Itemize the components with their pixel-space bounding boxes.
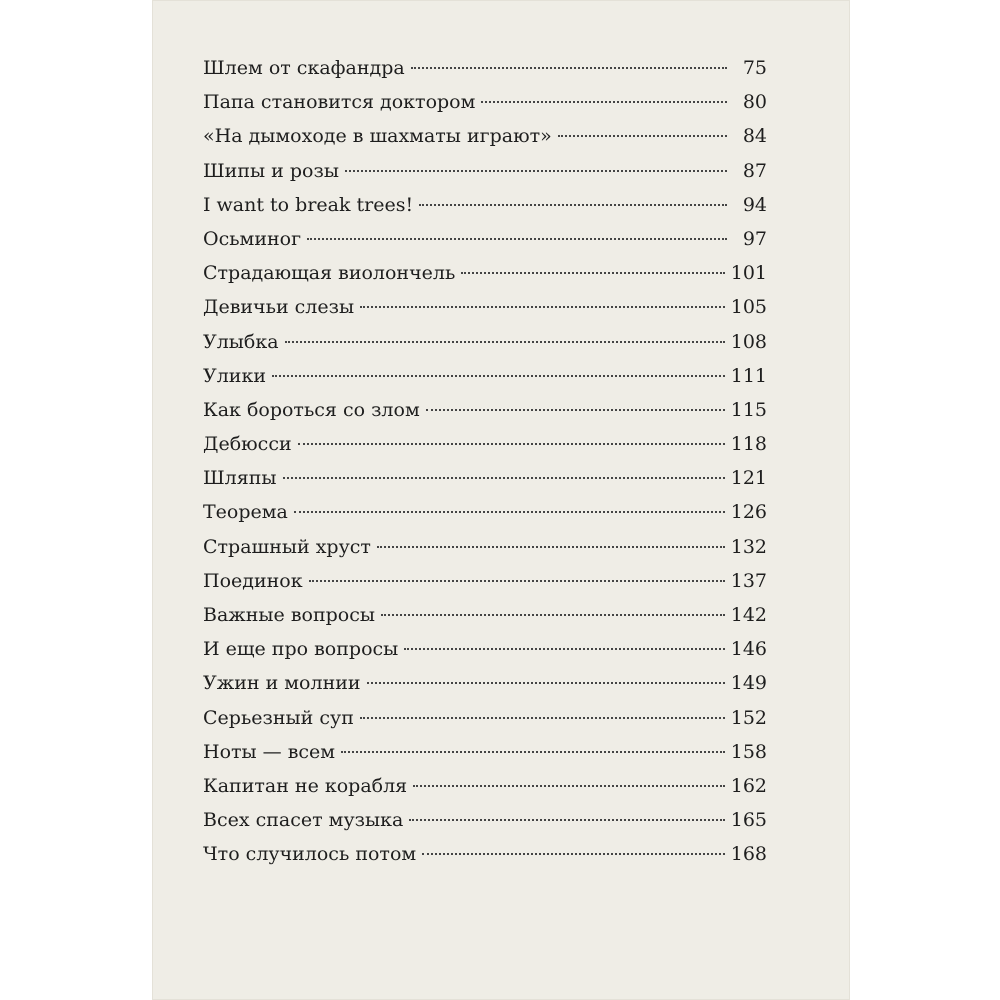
toc-entry[interactable] [203,188,767,222]
toc-entry[interactable] [203,666,767,700]
toc-entry-title: Страдающая виолончель [203,262,456,285]
dot-leader [360,306,725,308]
toc-entry-page: 108 [730,330,767,353]
toc-entry[interactable] [203,769,767,803]
toc-entry-page: 111 [730,364,767,387]
toc-entry-page: 87 [742,159,767,182]
dot-leader [461,272,724,274]
dot-leader [309,580,725,582]
toc-entry[interactable] [203,290,767,324]
dot-leader [341,751,725,753]
toc-entry-page: 168 [730,843,767,866]
toc-entry-page: 105 [730,296,767,319]
dot-leader [360,717,725,719]
toc-entry[interactable] [203,632,767,666]
toc-entry-title: Серьезный суп [203,706,354,729]
dot-leader [377,546,725,548]
toc-entry[interactable] [203,837,767,871]
toc-entry-page: 126 [730,501,767,524]
toc-entry-title: I want to break trees! [203,193,414,216]
toc-entry[interactable] [203,119,767,153]
toc-entry[interactable] [203,530,767,564]
toc-entry-title: Шляпы [203,467,277,490]
toc-entry-page: 158 [730,740,767,763]
toc-entry-title: Важные вопросы [203,604,376,626]
toc-entry[interactable] [203,701,767,735]
toc-entry-page: 115 [730,398,767,421]
toc-entry[interactable] [203,85,767,119]
toc-entry[interactable] [203,564,767,598]
toc-entry-page: 162 [730,774,767,797]
toc-entry-title: Теорема [203,501,288,524]
dot-leader [413,785,725,787]
dot-leader [409,819,724,821]
toc-entry-page: 149 [730,672,767,695]
toc-entry-title: Улики [203,364,267,387]
toc-entry[interactable] [203,461,767,495]
toc-entry-page: 165 [730,809,767,832]
toc-entry-title: «На дымоходе в шахматы играют» [203,125,552,148]
toc-entry-title: Всех спасет музыка [203,809,404,832]
toc-entry-title: Осьминог [203,227,302,250]
dot-leader [422,853,725,855]
toc-entry-title: И еще про вопросы [203,638,399,661]
toc-entry-title: Шлем от скафандра [203,57,405,79]
dot-leader [298,443,725,445]
toc-entry[interactable] [203,735,767,769]
toc-entry-page: 142 [730,604,767,626]
toc-entry-title: Папа становится доктором [203,91,476,114]
toc-entry-title: Дебюсси [203,433,292,456]
toc-entry[interactable] [203,51,767,85]
dot-leader [381,614,725,616]
dot-leader [283,477,725,479]
toc-entry-page: 118 [730,433,767,456]
toc-entry-page: 152 [730,706,767,729]
dot-leader [307,238,727,240]
table-of-contents [203,51,767,872]
dot-leader [426,409,725,411]
toc-entry-page: 84 [742,125,767,148]
toc-entry[interactable] [203,359,767,393]
toc-entry-title: Как бороться со злом [203,398,420,421]
dot-leader [345,170,727,172]
dot-leader [272,375,725,377]
toc-entry[interactable] [203,598,767,632]
toc-entry[interactable] [203,393,767,427]
toc-entry-title: Поединок [203,569,303,592]
toc-entry-page: 137 [730,569,767,592]
dot-leader [419,204,727,206]
toc-entry-title: Капитан не корабля [203,774,408,797]
toc-entry-page: 80 [742,91,767,114]
dot-leader [367,682,725,684]
dot-leader [404,648,724,650]
toc-entry-page: 121 [730,467,767,490]
toc-entry-title: Что случилось потом [203,843,417,866]
toc-entry-title: Ужин и молнии [203,672,361,695]
dot-leader [481,101,727,103]
toc-entry-title: Шипы и розы [203,159,339,182]
toc-entry[interactable] [203,803,767,837]
toc-entry[interactable] [203,495,767,529]
dot-leader [285,341,725,343]
toc-entry-title: Страшный хруст [203,535,371,558]
toc-entry[interactable] [203,427,767,461]
toc-entry[interactable] [203,222,767,256]
toc-entry-page: 101 [730,262,767,285]
dot-leader [411,67,727,69]
toc-entry-page: 75 [742,57,767,79]
toc-entry-title: Девичьи слезы [203,296,355,319]
toc-entry[interactable] [203,154,767,188]
toc-entry-page: 94 [742,193,767,216]
toc-entry[interactable] [203,256,767,290]
dot-leader [294,511,725,513]
toc-entry-page: 132 [730,535,767,558]
dot-leader [558,135,727,137]
toc-entry-title: Улыбка [203,330,279,353]
toc-entry-page: 97 [742,227,767,250]
toc-entry-title: Ноты — всем [203,740,336,763]
toc-entry-page: 146 [730,638,767,661]
toc-entry[interactable] [203,325,767,359]
